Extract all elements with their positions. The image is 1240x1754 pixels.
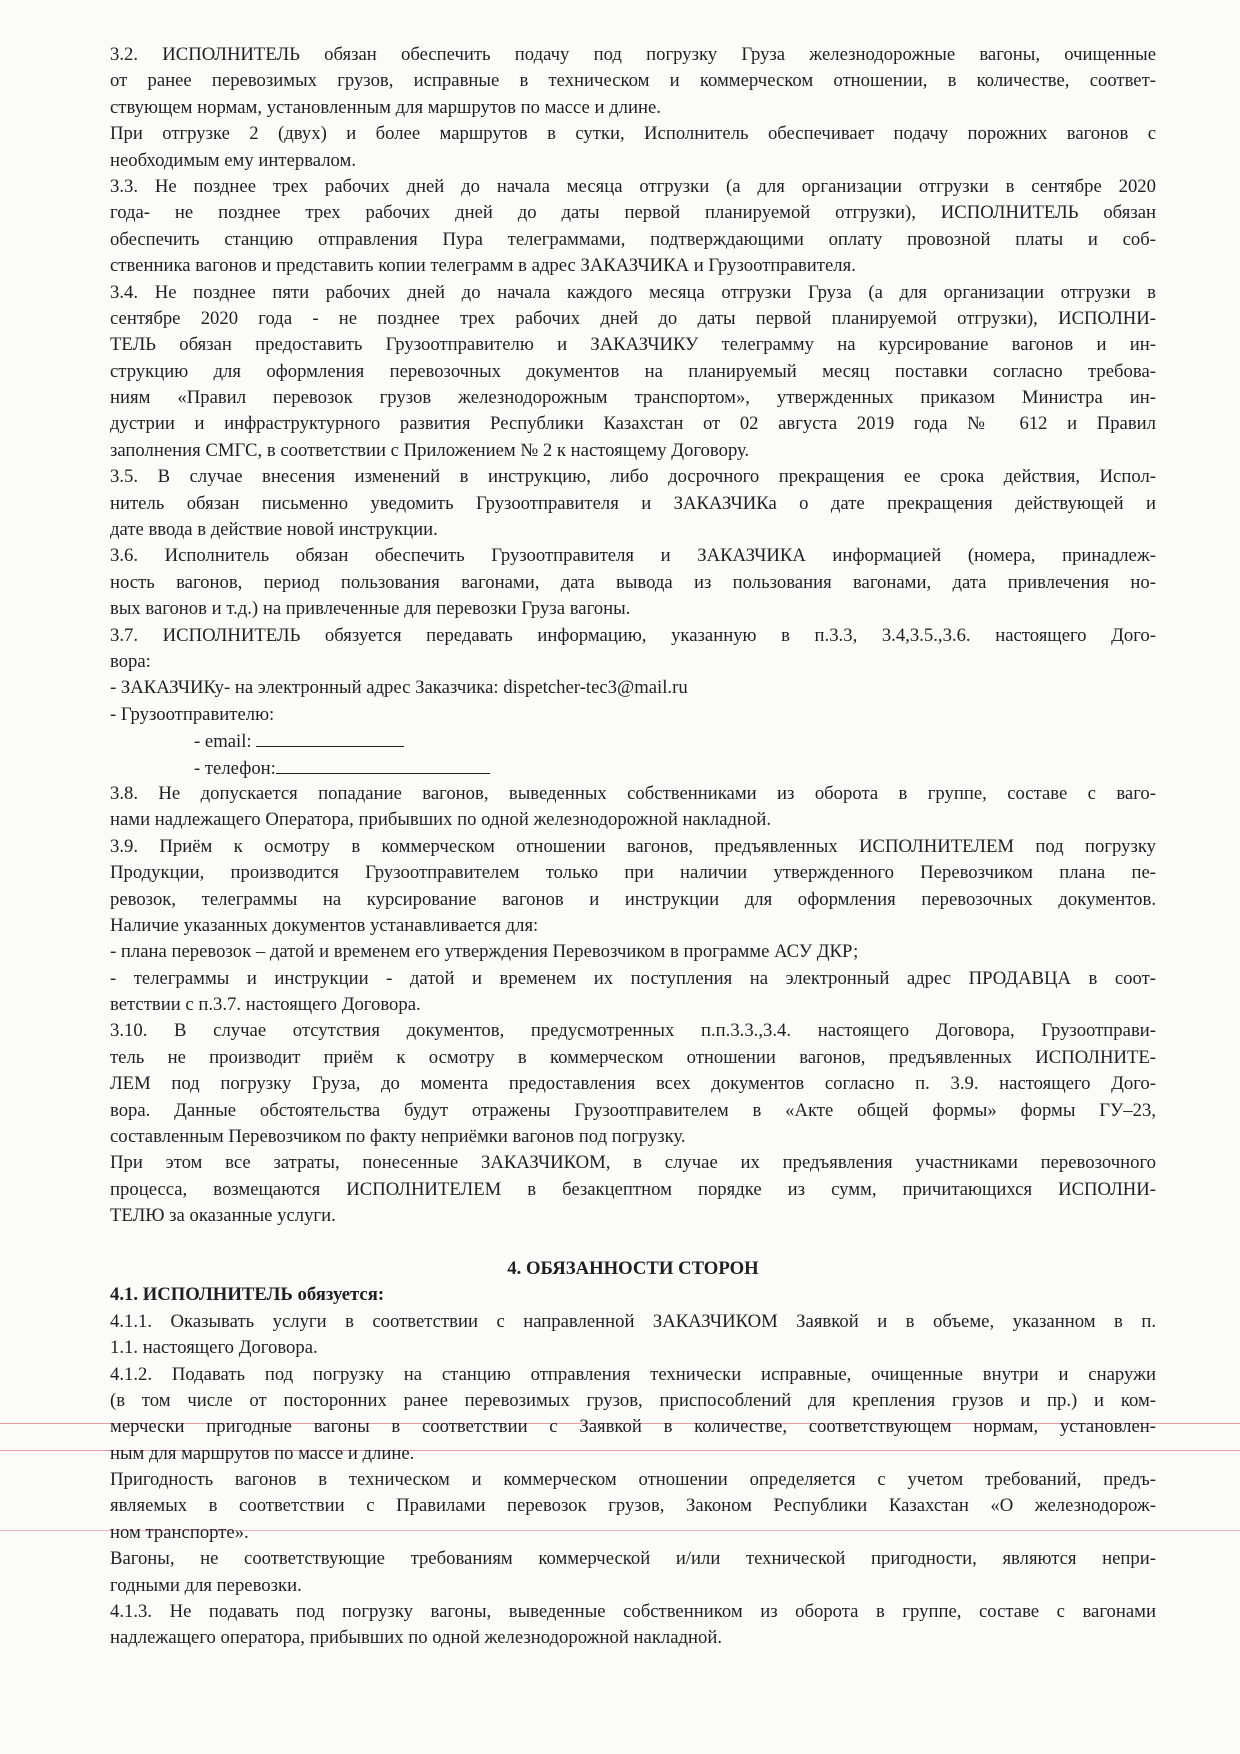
clause-3-10-line: тель не производит приём к осмотру в коммерческом отношении вагонов, предъявленных ИСПОЛНИТЕ- [110, 1046, 1156, 1068]
shipper-phone-label: - телефон: [194, 757, 276, 779]
clause-3-10-line: 3.10. В случае отсутствия документов, предусмотренных п.п.3.3.,3.4. настоящего Договора, Грузоотправи- [110, 1020, 1156, 1042]
clause-3-6-line: вых вагонов и т.д.) на привлеченные для перевозки Груза вагоны. [110, 598, 631, 620]
clause-3-5-line: нитель обязан письменно уведомить Грузоотправителя и ЗАКАЗЧИКа о дате прекращения действующей и [110, 492, 1156, 514]
clause-3-7-line: 3.7. ИСПОЛНИТЕЛЬ обязуется передавать информацию, указанную в п.3.3, 3.4,3.5.,3.6. настоящего Дого- [110, 624, 1156, 646]
clause-3-10-line: процесса, возмещаются ИСПОЛНИТЕЛЕМ в безакцептном порядке из сумм, причитающихся ИСПОЛНИ- [110, 1178, 1156, 1200]
clause-3-9-line: ветствии с п.3.7. настоящего Договора. [110, 994, 421, 1016]
clause-3-4-line: струкцию для оформления перевозочных документов на планируемый месяц поставки согласно требова- [110, 360, 1156, 382]
clause-3-3-line: 3.3. Не позднее трех рабочих дней до начала месяца отгрузки (а для организации отгрузки в сентябре 2020 [110, 175, 1156, 197]
clause-3-3-line: обеспечить станцию отправления Пура телеграммами, подтверждающими оплату провозной платы и соб- [110, 228, 1156, 250]
clause-3-3-line: ственника вагонов и представить копии телеграмм в адрес ЗАКАЗЧИКА и Грузоотправителя. [110, 255, 856, 277]
clause-4-1-1-line: 1.1. настоящего Договора. [110, 1337, 318, 1359]
shipper-line: - Грузоотправителю: [110, 703, 275, 725]
clause-3-2-line: от ранее перевозимых грузов, исправные в техническом и коммерческом отношении, в количестве, соответ- [110, 70, 1156, 92]
clause-4-1-2-line: Пригодность вагонов в техническом и коммерческом отношении определяется с учетом требований, предъ- [110, 1469, 1156, 1491]
clause-4-1-2-line: 4.1.2. Подавать под погрузку на станцию отправления технически исправные, очищенные внутри и снаружи [110, 1363, 1156, 1385]
clause-3-6-line: ность вагонов, период пользования вагонами, дата вывода из пользования вагонами, дата привлечения но- [110, 571, 1156, 593]
subsection-4-1-heading: 4.1. ИСПОЛНИТЕЛЬ обязуется: [110, 1284, 385, 1306]
clause-4-1-1-line: 4.1.1. Оказывать услуги в соответствии с направленной ЗАКАЗЧИКОМ Заявкой и в объеме, указанном в п. [110, 1310, 1156, 1332]
shipper-email-label: - email: [194, 731, 252, 753]
shipper-email-row [110, 728, 1156, 754]
clause-3-2-line: 3.2. ИСПОЛНИТЕЛЬ обязан обеспечить подачу под погрузку Груза железнодорожные вагоны, очищенные [110, 44, 1156, 65]
clause-3-4-line: 3.4. Не позднее пяти рабочих дней до начала каждого месяца отгрузки Груза (а для организации отгрузки в [110, 281, 1156, 303]
clause-3-4-line: дустрии и инфраструктурного развития Республики Казахстан от 02 августа 2019 года № 612 и Правил [110, 413, 1156, 435]
clause-3-5-line: дате ввода в действие новой инструкции. [110, 519, 438, 541]
clause-3-2-line: При отгрузке 2 (двух) и более маршрутов в сутки, Исполнитель обеспечивает подачу порожних вагонов с [110, 123, 1156, 145]
customer-email-line: - ЗАКАЗЧИКу- на электронный адрес Заказчика: dispetcher-tec3@mail.ru [110, 677, 688, 699]
clause-3-9-line: ревозок, телеграммы на курсирование вагонов и инструкции для оформления перевозочных документов. [110, 888, 1156, 910]
clause-3-10-line: составленным Перевозчиком по факту неприёмки вагонов под погрузку. [110, 1126, 686, 1148]
clause-3-9-line: Наличие указанных документов устанавливается для: [110, 914, 539, 936]
section-4-heading: 4. ОБЯЗАННОСТИ СТОРОН [507, 1257, 759, 1279]
clause-3-10-line: ЛЕМ под погрузку Груза, до момента предоставления всех документов согласно п. 3.9. настоящего Дого- [110, 1073, 1156, 1095]
clause-3-8-line: 3.8. Не допускается попадание вагонов, выведенных собственниками из оборота в группе, составе с ваго- [110, 782, 1156, 804]
clause-3-10-line: вора. Данные обстоятельства будут отражены Грузоотправителем в «Акте общей формы» формы ГУ–23, [110, 1099, 1156, 1121]
clause-3-8-line: нами надлежащего Оператора, прибывших по одной железнодорожной накладной. [110, 809, 772, 831]
clause-3-9-line: - плана перевозок – датой и временем его утверждения Перевозчиком в программе АСУ ДКР; [110, 941, 859, 963]
shipper-phone-row [110, 755, 1156, 781]
clause-3-6-line: 3.6. Исполнитель обязан обеспечить Грузоотправителя и ЗАКАЗЧИКА информацией (номера, принадлеж- [110, 545, 1156, 567]
clause-3-5-line: 3.5. В случае внесения изменений в инструкцию, либо досрочного прекращения ее срока действия, Испол- [110, 466, 1156, 488]
shipper-phone-blank [276, 755, 490, 774]
shipper-email-blank [256, 728, 404, 747]
clause-4-1-2-line: ном транспорте». [110, 1521, 249, 1543]
clause-4-1-2-line: ным для маршрутов по массе и длине. [110, 1442, 415, 1464]
clause-3-2-line: необходимым ему интервалом. [110, 149, 357, 171]
clause-3-7-line: вора: [110, 650, 151, 672]
clause-3-10-line: ТЕЛЮ за оказанные услуги. [110, 1205, 336, 1227]
spacer [110, 1230, 1156, 1256]
clause-3-4-line: ТЕЛЬ обязан предоставить Грузоотправителю и ЗАКАЗЧИКУ телеграмму на курсирование вагонов и ин- [110, 334, 1156, 356]
clause-4-1-2-line: Вагоны, не соответствующие требованиям коммерческой и/или технической пригодности, являются непри- [110, 1548, 1156, 1570]
clause-3-4-line: заполнения СМГС, в соответствии с Приложением № 2 к настоящему Договору. [110, 439, 750, 461]
document-body [110, 42, 1156, 1652]
clause-4-1-3-line: надлежащего оператора, прибывших по одной железнодорожной накладной. [110, 1627, 723, 1649]
clause-3-4-line: сентябре 2020 года - не позднее трех рабочих дней до даты первой планируемой отгрузки), ИСПОЛНИ- [110, 307, 1156, 329]
clause-3-3-line: года- не позднее трех рабочих дней до даты первой планируемой отгрузки), ИСПОЛНИТЕЛЬ обязан [110, 202, 1156, 224]
clause-3-9-line: - телеграммы и инструкции - датой и временем их поступления на электронный адрес ПРОДАВЦА в соот- [110, 967, 1156, 989]
clause-4-1-2-line: годными для перевозки. [110, 1574, 302, 1596]
clause-3-9-line: Продукции, производится Грузоотправителем только при наличии утвержденного Перевозчиком плана пе- [110, 862, 1156, 884]
clause-3-10-line: При этом все затраты, понесенные ЗАКАЗЧИКОМ, в случае их предъявления участниками перевозочного [110, 1152, 1156, 1174]
clause-3-4-line: ниям «Правил перевозок грузов железнодорожным транспортом», утвержденных приказом Министра ин- [110, 387, 1156, 409]
clause-4-1-2-line: (в том числе от посторонних ранее перевозимых грузов, приспособлений для крепления грузов и пр.) и ком- [110, 1389, 1156, 1411]
clause-4-1-3-line: 4.1.3. Не подавать под погрузку вагоны, выведенные собственником из оборота в группе, составе с вагонами [110, 1601, 1156, 1623]
clause-4-1-2-line: являемых в соответствии с Правилами перевозок грузов, Законом Республики Казахстан «О железнодорож- [110, 1495, 1156, 1517]
clause-3-2-line: ствующем нормам, установленным для маршрутов по массе и длине. [110, 96, 661, 118]
clause-3-9-line: 3.9. Приём к осмотру в коммерческом отношении вагонов, предъявленных ИСПОЛНИТЕЛЕМ под погрузку [110, 835, 1156, 857]
clause-4-1-2-line: мерчески пригодные вагоны в соответствии с Заявкой в количестве, соответствующем нормам, установлен- [110, 1416, 1156, 1438]
